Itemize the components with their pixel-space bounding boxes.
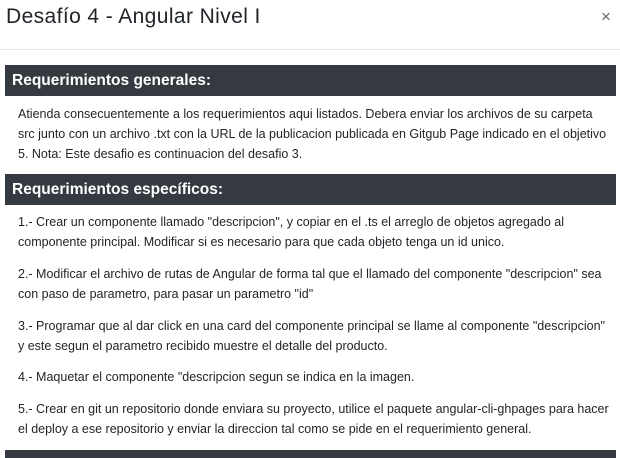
specific-requirements-heading: Requerimientos específicos: — [5, 174, 616, 205]
next-section-bar — [5, 450, 616, 458]
modal-title: Desafío 4 - Angular Nivel I — [6, 5, 261, 28]
requirement-item-1: 1.- Crear un componente llamado "descripcion", y copiar en el .ts el arreglo de objetos agregado al componente principal. Modificar si es necesario para que cada objeto tenga un id unico. — [18, 215, 564, 249]
general-requirements-text: Atienda consecuentemente a los requerimientos aqui listados. Debera enviar los archivos de su carpeta src junto con un archivo .txt con la URL de la publicacion publicada en Gitgub Page indicado en el objetivo 5. Nota: Este desafio es continuacion del desafio 3. — [18, 107, 607, 161]
requirement-item-2: 2.- Modificar el archivo de rutas de Angular de forma tal que el llamado del componente "descripcion" sea con paso de parametro, para pasar un parametro "id" — [18, 267, 602, 301]
modal-header — [0, 0, 620, 50]
general-requirements-heading: Requerimientos generales: — [5, 65, 616, 96]
close-icon[interactable]: × — [601, 7, 611, 26]
requirement-item-3: 3.- Programar que al dar click en una card del componente principal se llame al componente "descripcion" y este segun el parametro recibido muestre el detalle del producto. — [18, 319, 605, 353]
requirement-item-4: 4.- Maquetar el componente "descripcion segun se indica en la imagen. — [18, 370, 415, 384]
requirement-item-5: 5.- Crear en git un repositorio donde enviara su proyecto, utilice el paquete angular-cli-ghpages para hacer el deploy a ese repositorio y enviar la direccion tal como se pide en el requerimiento general. — [18, 402, 609, 436]
